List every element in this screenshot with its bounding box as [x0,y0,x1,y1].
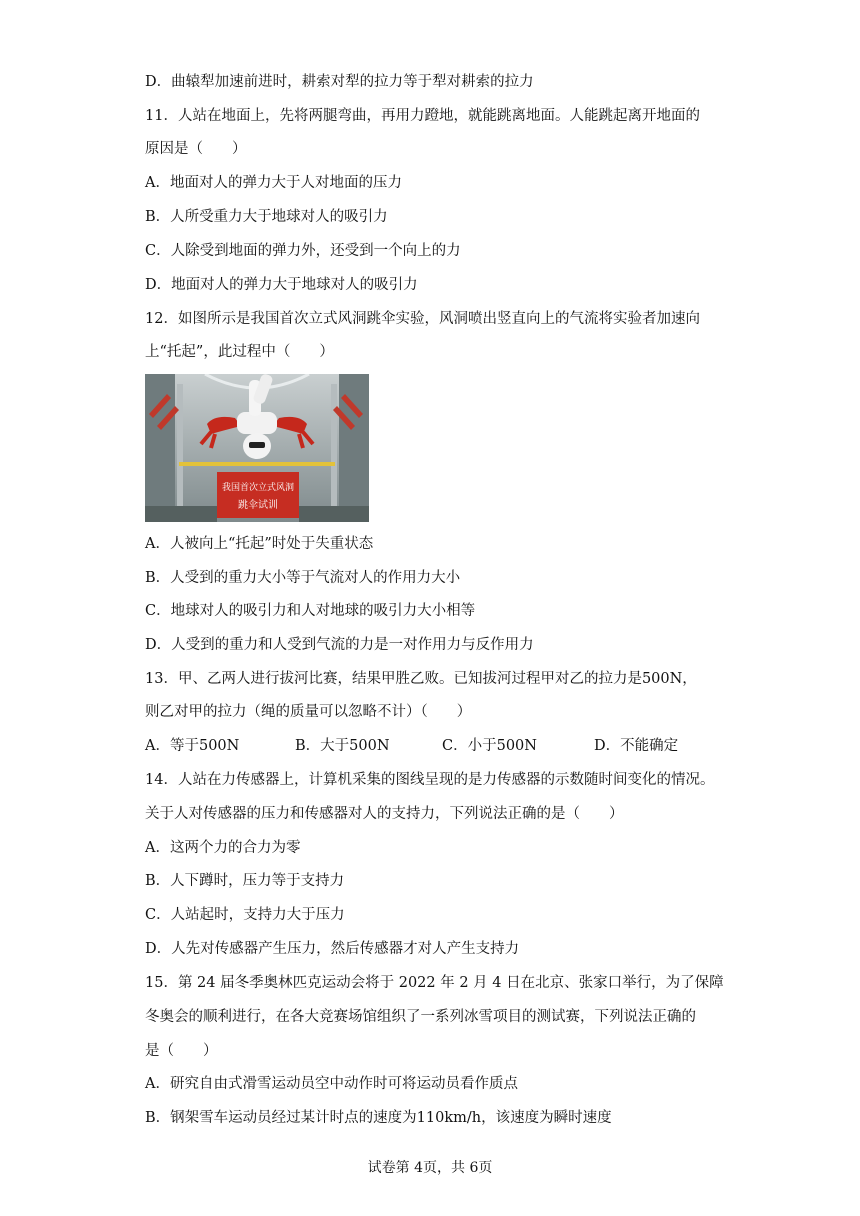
q15-option-a: A．研究自由式滑雪运动员空中动作时可将运动员看作质点 [145,1076,518,1092]
q12-stem-line2: 上“托起”，此过程中（ ） [145,344,334,360]
q10-option-d: D．曲辕犁加速前进时，耕索对犁的拉力等于犁对耕索的拉力 [145,74,534,90]
banner-line1: 我国首次立式风洞 [221,483,295,493]
q12-option-c: C．地球对人的吸引力和人对地球的吸引力大小相等 [145,603,476,619]
q14-option-a: A．这两个力的合力为零 [145,840,301,856]
q12-stem-line1: 12．如图所示是我国首次立式风洞跳伞实验，风洞喷出竖直向上的气流将实验者加速向 [145,311,700,327]
q14-stem-line1: 14．人站在力传感器上，计算机采集的图线呈现的是力传感器的示数随时间变化的情况。 [145,772,715,788]
q13-option-d: D．不能确定 [594,738,679,754]
wind-tunnel-illustration [145,374,369,522]
banner-line2: 跳伞试训 [238,500,278,511]
q15-option-b: B．钢架雪车运动员经过某计时点的速度为110km/h，该速度为瞬时速度 [145,1110,612,1126]
page-footer: 试卷第 4页，共 6页 [367,1160,493,1176]
q13-option-b: B．大于500N [295,738,390,754]
q15-stem-line1: 15．第 24 届冬季奥林匹克运动会将于 2022 年 2 月 4 日在北京、张家口举行，为了保障 [145,975,724,991]
q12-option-a: A．人被向上“托起”时处于失重状态 [145,536,374,552]
q13-option-a: A．等于500N [145,738,240,754]
q15-stem-line3: 是（ ） [145,1043,218,1059]
wind-tunnel-photo [145,374,369,522]
q12-option-b: B．人受到的重力大小等于气流对人的作用力大小 [145,570,461,586]
q14-option-c: C．人站起时，支持力大于压力 [145,907,345,923]
q11-stem-line1: 11．人站在地面上，先将两腿弯曲，再用力蹬地，就能跳离地面。人能跳起离开地面的 [145,108,700,124]
q11-option-c: C．人除受到地面的弹力外，还受到一个向上的力 [145,243,461,259]
q14-option-d: D．人先对传感器产生压力，然后传感器才对人产生支持力 [145,941,520,957]
q13-stem-line1: 13．甲、乙两人进行拔河比赛，结果甲胜乙败。已知拔河过程甲对乙的拉力是500N， [145,671,697,687]
q15-stem-line2: 冬奥会的顺利进行，在各大竞赛场馆组织了一系列冰雪项目的测试赛，下列说法正确的 [145,1009,696,1025]
q14-option-b: B．人下蹲时，压力等于支持力 [145,873,345,889]
q14-stem-line2: 关于人对传感器的压力和传感器对人的支持力，下列说法正确的是（ ） [145,806,624,822]
q12-option-d: D．人受到的重力和人受到气流的力是一对作用力与反作用力 [145,637,534,653]
q11-option-a: A．地面对人的弹力大于人对地面的压力 [145,175,402,191]
q13-option-c: C．小于500N [442,738,537,754]
q11-option-d: D．地面对人的弹力大于地球对人的吸引力 [145,277,418,293]
q11-option-b: B．人所受重力大于地球对人的吸引力 [145,209,388,225]
q11-stem-line2: 原因是（ ） [145,141,247,157]
q13-stem-line2: 则乙对甲的拉力（绳的质量可以忽略不计）（ ） [145,704,472,720]
